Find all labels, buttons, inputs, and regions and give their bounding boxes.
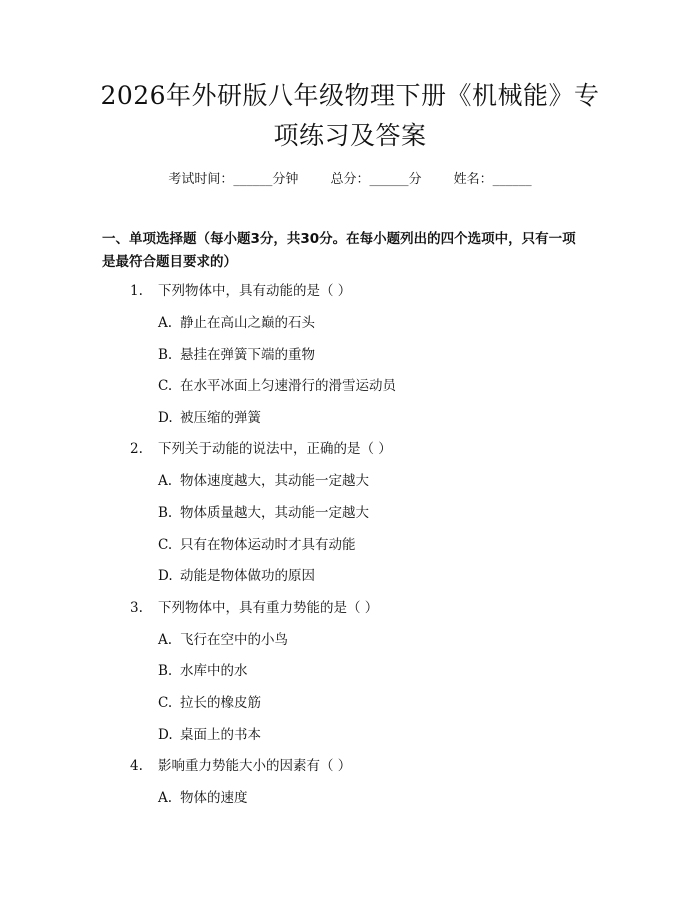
- question-text: 下列物体中，具有重力势能的是（ ）: [158, 599, 379, 616]
- question-number: 1.: [130, 283, 143, 299]
- question-stem: [0, 599, 700, 631]
- option-text: 桌面上的书本: [180, 726, 261, 743]
- option-text: 只有在物体运动时才具有动能: [180, 536, 356, 553]
- question-number: 2.: [130, 441, 143, 458]
- document-title: [60, 76, 640, 156]
- option-text: 水库中的水: [180, 663, 248, 680]
- option-letter: D.: [158, 726, 173, 743]
- option-text: 拉长的橡皮筋: [180, 694, 261, 711]
- option-letter: C.: [158, 536, 173, 553]
- option-letter: A.: [158, 631, 173, 648]
- option-text: 静止在高山之巅的石头: [180, 315, 315, 331]
- question-2: [0, 440, 700, 598]
- exam-name: 姓名：______: [453, 172, 532, 187]
- option-letter: B.: [158, 504, 173, 521]
- option-text: 物体质量越大，其动能一定越大: [180, 504, 369, 521]
- option-letter: B.: [158, 663, 173, 680]
- option-c: [0, 377, 700, 409]
- option-letter: C.: [158, 378, 173, 395]
- option-text: 被压缩的弹簧: [180, 409, 261, 426]
- option-text: 物体速度越大，其动能一定越大: [180, 473, 369, 490]
- exam-info: [0, 168, 700, 187]
- option-letter: D.: [158, 409, 173, 426]
- question-number: 3.: [130, 599, 143, 616]
- option-letter: B.: [158, 346, 173, 363]
- question-stem: [0, 440, 700, 472]
- option-d: [0, 567, 700, 599]
- option-letter: A.: [158, 790, 173, 807]
- option-b: [0, 504, 700, 536]
- title-line-2: 项练习及答案: [273, 121, 427, 150]
- option-text: 飞行在空中的小鸟: [180, 631, 288, 648]
- option-text: 物体的速度: [180, 790, 248, 807]
- option-c: [0, 694, 700, 726]
- question-stem: [0, 757, 700, 789]
- option-letter: A.: [158, 473, 173, 490]
- section-heading-line-2: 是最符合题目要求的）: [102, 254, 237, 270]
- exam-score: 总分：______分: [330, 172, 422, 187]
- option-b: [0, 662, 700, 694]
- question-stem: [0, 282, 700, 314]
- option-d: [0, 409, 700, 441]
- question-text: 影响重力势能大小的因素有（ ）: [158, 758, 352, 775]
- question-list: [0, 282, 700, 821]
- option-letter: D.: [158, 568, 173, 585]
- question-text: 下列物体中，具有动能的是（ ）: [158, 283, 352, 299]
- option-letter: A.: [158, 315, 173, 331]
- exam-time: 考试时间：______分钟: [168, 172, 299, 187]
- option-text: 悬挂在弹簧下端的重物: [180, 346, 315, 363]
- option-c: [0, 536, 700, 568]
- question-number: 4.: [130, 758, 143, 775]
- question-3: [0, 599, 700, 757]
- option-letter: C.: [158, 694, 173, 711]
- title-line-1: 2026年外研版八年级物理下册《机械能》专: [100, 81, 600, 110]
- option-text: 在水平冰面上匀速滑行的滑雪运动员: [180, 378, 396, 395]
- option-a: [0, 631, 700, 663]
- section-heading: [102, 228, 612, 274]
- option-a: [0, 314, 700, 346]
- option-a: [0, 472, 700, 504]
- option-b: [0, 346, 700, 378]
- question-4: [0, 757, 700, 821]
- option-text: 动能是物体做功的原因: [180, 568, 315, 585]
- question-text: 下列关于动能的说法中，正确的是（ ）: [158, 441, 392, 458]
- question-1: [0, 282, 700, 440]
- option-a: [0, 789, 700, 821]
- option-d: [0, 726, 700, 758]
- section-heading-line-1: 一、单项选择题（每小题3分，共30分。在每小题列出的四个选项中，只有一项: [102, 231, 576, 247]
